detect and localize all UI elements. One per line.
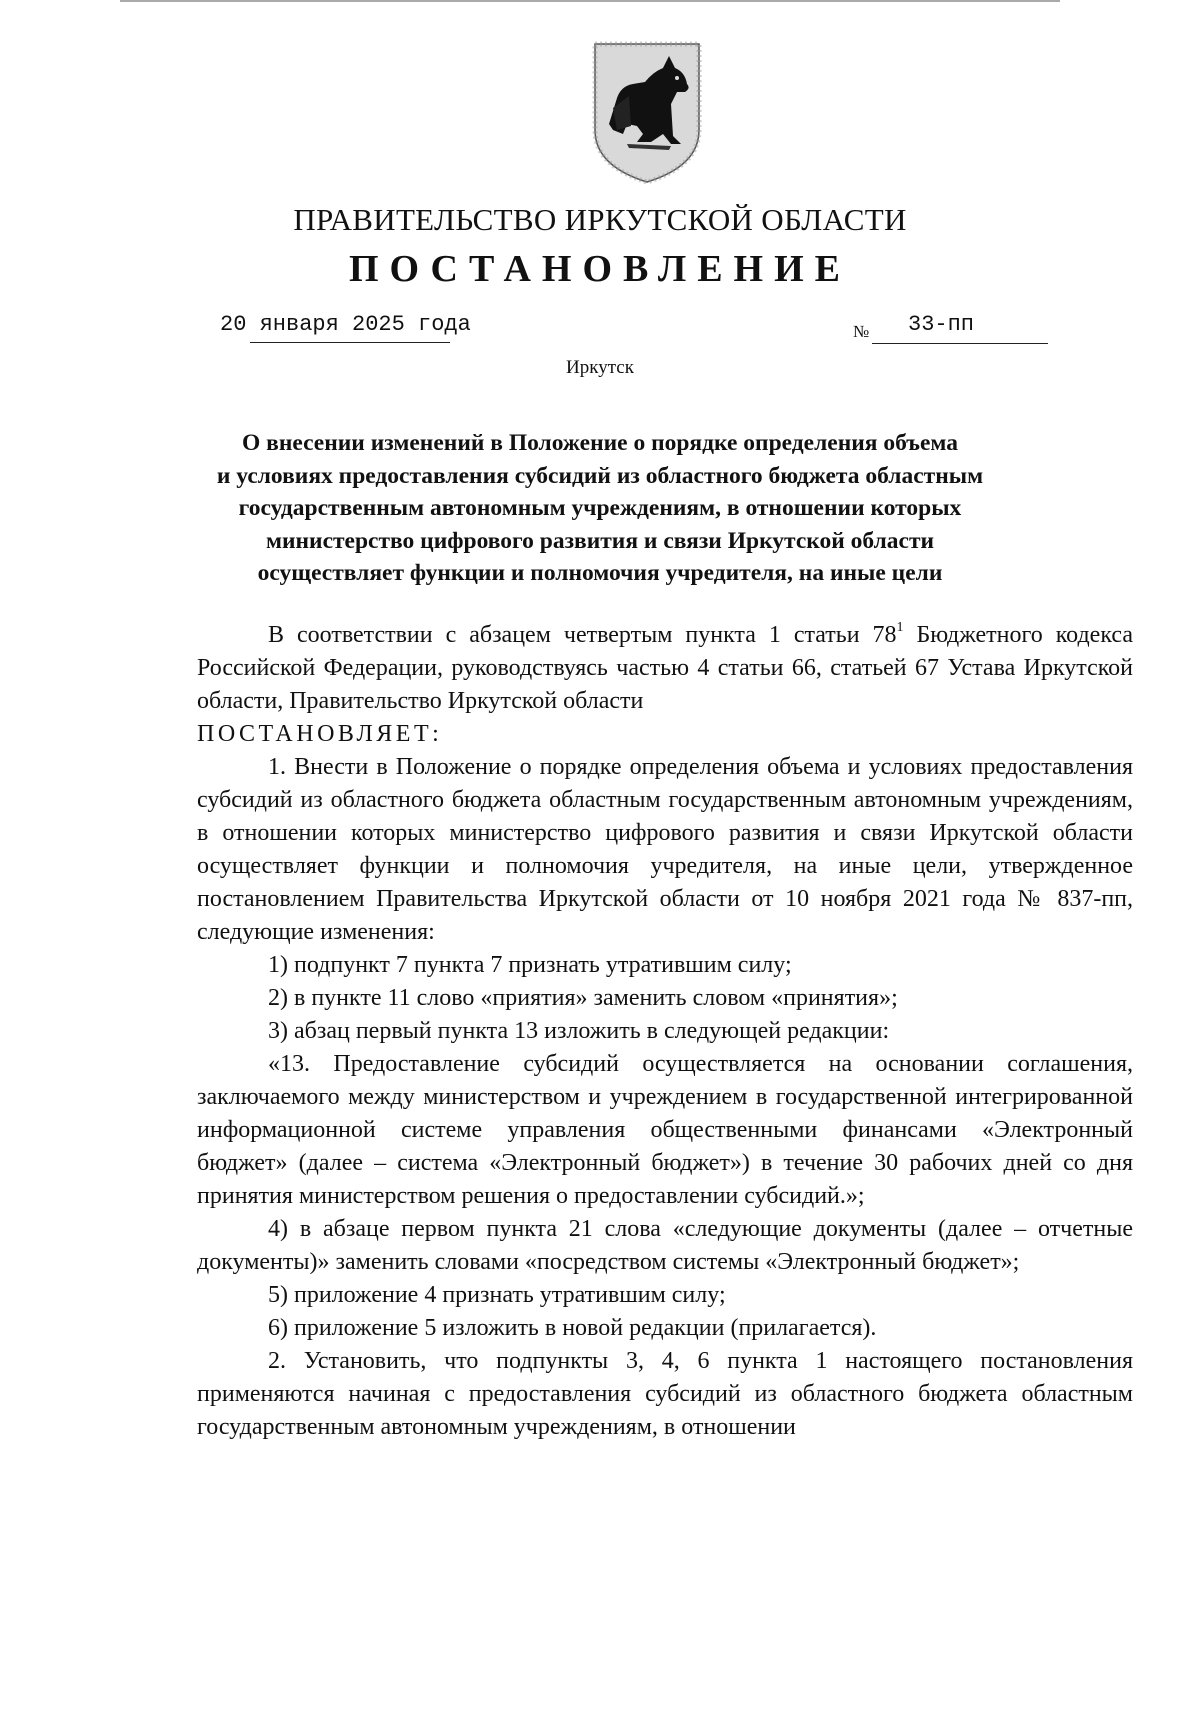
date-underline [250, 342, 450, 343]
title-line: О внесении изменений в Положение о порядке определения объема [241, 430, 959, 456]
subparagraph-3: 3) абзац первый пункта 13 изложить в следующей редакции: [268, 1018, 890, 1044]
article-superscript: 1 [896, 620, 904, 635]
document-body [197, 619, 1133, 1444]
document-number: 33-пп [908, 312, 975, 337]
title-line: министерство цифрового развития и связи Иркутской области [265, 527, 935, 554]
preamble-text-cont: Бюджетного кодекса Российской Федерации, руководствуясь частью 4 статьи 66, статьей 67 Устава Иркутской области, Правительство Иркутской области [197, 622, 1133, 714]
quoted-paragraph-13: «13. Предоставление субсидий осуществляется на основании соглашения, заключаемого между министерством и учреждением в государственной интегрированной информационной системе управления общественными финансами «Электронный бюджет» (далее – система «Электронный бюджет») в течение 30 рабочих дней со дня принятия министерством решения о предоставлении субсидий.»; [197, 1051, 1133, 1209]
document-type: ПОСТАНОВЛЕНИЕ [348, 248, 852, 290]
document-date: 20 января 2025 года [220, 312, 471, 337]
government-name: ПРАВИТЕЛЬСТВО ИРКУТСКОЙ ОБЛАСТИ [293, 202, 907, 237]
subparagraph-6: 6) приложение 5 изложить в новой редакции (прилагается). [268, 1315, 877, 1341]
paragraph-2: 2. Установить, что подпункты 3, 4, 6 пункта 1 настоящего постановления применяются начиная с предоставления субсидий из областного бюджета областным государственным автономным учреждениям, в отношении [197, 1348, 1133, 1440]
resolves-heading: ПОСТАНОВЛЯЕТ: [197, 721, 443, 747]
subparagraph-2: 2) в пункте 11 слово «приятия» заменить словом «принятия»; [268, 985, 898, 1011]
paragraph-1: 1. Внести в Положение о порядке определения объема и условиях предоставления субсидий из областного бюджета областным государственным автономным учреждениям, в отношении которых министерство цифрового развития и связи Иркутской области осуществляет функции и полномочия учредителя, на иные цели, утвержденное постановлением Правительства Иркутской области от 10 ноября 2021 года № 837-пп, следующие изменения: [197, 754, 1133, 945]
subparagraph-4: 4) в абзаце первом пункта 21 слова «следующие документы (далее – отчетные документы)» заменить словами «посредством системы «Электронный бюджет»; [197, 1216, 1133, 1275]
number-underline [872, 343, 1048, 344]
preamble-text: В соответствии с абзацем четвертым пункта 1 статьи 78 [268, 622, 897, 648]
number-sign: № [853, 322, 870, 341]
title-line: осуществляет функции и полномочия учредителя, на иные цели [257, 560, 943, 586]
preamble-paragraph [197, 619, 1133, 718]
city: Иркутск [566, 357, 634, 378]
coat-of-arms-emblem [587, 38, 707, 186]
document-title [160, 427, 1040, 590]
top-scan-edge [120, 0, 1060, 2]
subparagraph-5: 5) приложение 4 признать утратившим силу; [268, 1282, 726, 1308]
subparagraph-1: 1) подпункт 7 пункта 7 признать утратившим силу; [268, 952, 792, 978]
title-line: и условиях предоставления субсидий из областного бюджета областным [216, 462, 984, 489]
title-line: государственным автономным учреждениям, в отношении которых [238, 495, 962, 521]
